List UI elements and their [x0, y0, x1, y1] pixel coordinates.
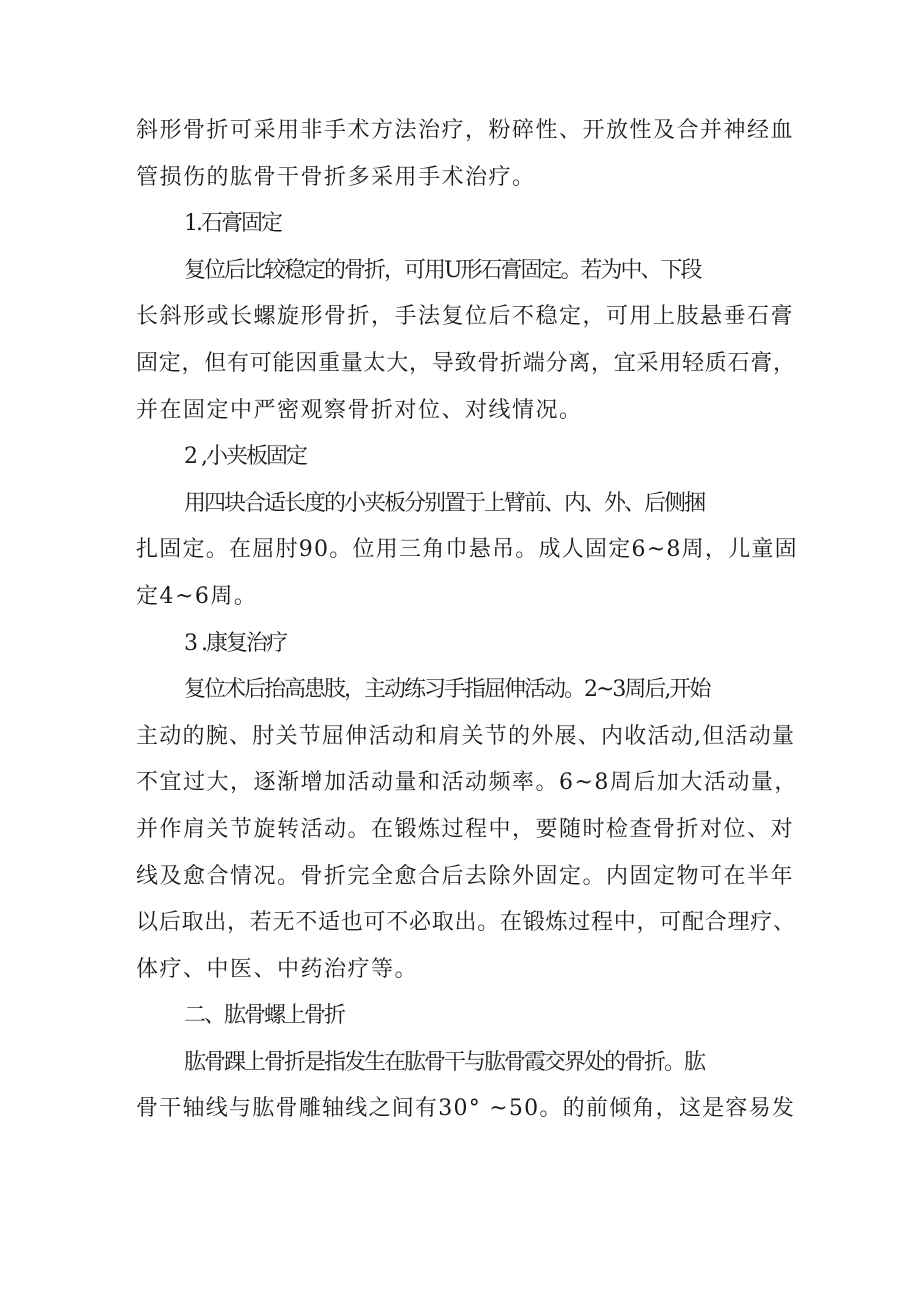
text-line: 主动的腕、肘关节屈伸活动和肩关节的外展、内收活动,但活动量	[136, 723, 796, 749]
text-line: 不宜过大，逐渐增加活动量和活动频率。6~8周后加大活动量，	[136, 770, 798, 796]
text-line: 3 .康复治疗	[184, 630, 286, 656]
text-line: 肱骨踝上骨折是指发生在肱骨干与肱骨霞交界处的骨折。肱	[184, 1049, 705, 1075]
text-line: 体疗、中医、中药治疗等。	[136, 956, 419, 982]
text-line: 复位后比较稳定的骨折，可用U形石膏固定。若为中、下段	[184, 257, 701, 283]
text-line: 管损伤的肱骨干骨折多采用手术治疗。	[136, 164, 536, 190]
text-line: 骨干轴线与肱骨雕轴线之间有30° ~50。的前倾角，这是容易发	[136, 1096, 796, 1122]
text-line: 1.石膏固定	[184, 211, 281, 237]
text-line: 用四块合适长度的小夹板分别置于上臂前、内、外、后侧捆	[184, 490, 705, 516]
text-line: 并作肩关节旋转活动。在锻炼过程中，要随时检查骨折对位、对	[136, 816, 795, 842]
text-line: 定4~6周。	[136, 583, 258, 609]
text-line: 2 ,小夹板固定	[184, 444, 306, 470]
text-line: 扎固定。在屈肘90。位用三角巾悬吊。成人固定6~8周，儿童固	[136, 537, 798, 563]
text-line: 固定，但有可能因重量太大，导致骨折端分离，宜采用轻质石膏，	[136, 350, 796, 376]
text-line: 长斜形或长螺旋形骨折，手法复位后不稳定，可用上肢悬垂石膏	[136, 304, 795, 330]
text-line: 线及愈合情况。骨折完全愈合后去除外固定。内固定物可在半年	[136, 863, 795, 889]
text-line: 复位术后抬高患肢，主动练习手指屈伸活动。2~3周后,开始	[184, 677, 710, 703]
text-line: 二、肱骨螺上骨折	[184, 1003, 345, 1029]
text-line: 斜形骨折可采用非手术方法治疗，粉碎性、开放性及合并神经血	[136, 118, 795, 143]
body-text	[136, 108, 800, 1133]
text-line: 并在固定中严密观察骨折对位、对线情况。	[136, 397, 583, 423]
text-line: 以后取出，若无不适也可不必取出。在锻炼过程中，可配合理疗、	[136, 910, 796, 936]
